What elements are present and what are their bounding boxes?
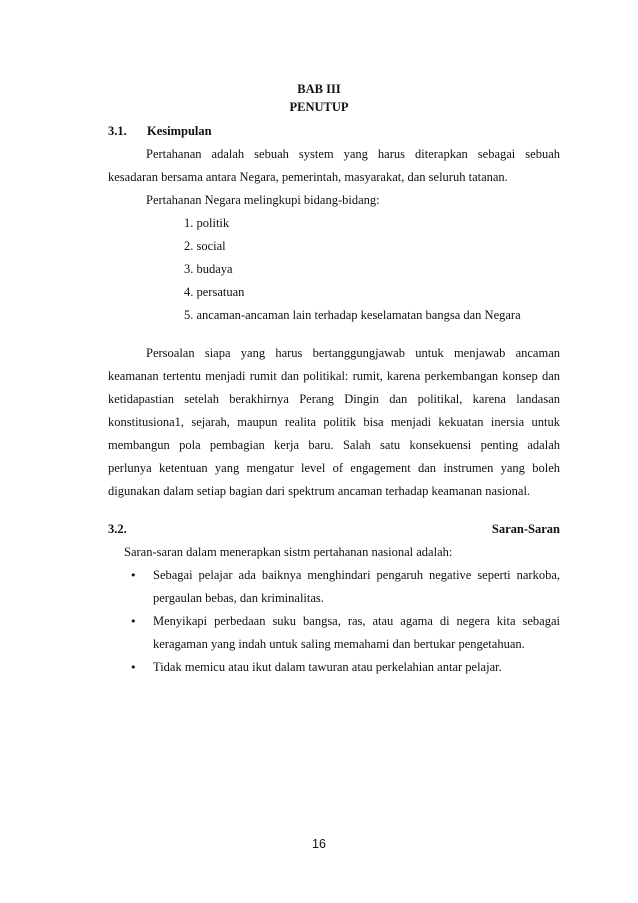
list-item: 1. politik	[184, 216, 230, 230]
section-2-title: Saran-Saran	[491, 522, 560, 536]
bullet-marker: •	[130, 661, 137, 674]
section-1-number: 3.1.	[108, 124, 127, 138]
list-item: 3. budaya	[184, 262, 233, 276]
list-item: 2. social	[184, 239, 226, 253]
bullet-text-line: Tidak memicu atau ikut dalam tawuran atau perkelahian antar pelajar.	[153, 660, 502, 674]
bullet-marker: •	[130, 569, 137, 582]
paragraph-2-line: membangun pola pembagian kerja baru. Salah satu konsekuensi penting adalah	[108, 438, 560, 452]
paragraph-2-line: ketidapastian setelah berakhirnya Perang Dingin dan politikal, karena landasan	[108, 392, 560, 406]
paragraph-2-line: Persoalan siapa yang harus bertanggungjawab untuk menjawab ancaman	[146, 346, 560, 360]
bullet-text-line: keragaman yang indah untuk saling memahami dan bertukar pengetahuan.	[153, 637, 525, 651]
paragraph-1-line: kesadaran bersama antara Negara, pemerintah, masyarakat, dan seluruh tatanan.	[108, 170, 508, 184]
bullet-marker: •	[130, 615, 137, 628]
bullet-text-line: pergaulan bebas, dan kriminalitas.	[153, 591, 324, 605]
page-number: 16	[312, 837, 326, 851]
bullet-text-line: Menyikapi perbedaan suku bangsa, ras, atau agama di negera kita sebagai	[153, 614, 560, 628]
chapter-title: PENUTUP	[289, 100, 349, 114]
paragraph-2-line: digunakan dalam setiap bagian dari spektrum ancaman terhadap keamanan nasional.	[108, 484, 531, 498]
list-intro: Pertahanan Negara melingkupi bidang-bidang:	[146, 193, 380, 207]
paragraph-2-line: keamanan tertentu menjadi rumit dan politikal: rumit, karena perkembangan konsep dan	[108, 369, 560, 383]
chapter-number: BAB III	[297, 82, 341, 96]
paragraph-2-line: konstitusiona1, sejarah, maupun realita politik bisa menjadi kekuatan inersia untuk	[108, 415, 560, 429]
list-item: 4. persatuan	[184, 285, 245, 299]
bullet-text-line: Sebagai pelajar ada baiknya menghindari pengaruh negative seperti narkoba,	[153, 568, 560, 582]
section-2-intro: Saran-saran dalam menerapkan sistm pertahanan nasional adalah:	[124, 545, 453, 559]
section-2-number: 3.2.	[108, 522, 127, 536]
list-item: 5. ancaman-ancaman lain terhadap keselamatan bangsa dan Negara	[184, 308, 521, 322]
section-1-title: Kesimpulan	[147, 124, 212, 138]
paragraph-2-line: perlunya ketentuan yang mengatur level of engagement dan instrumen yang boleh	[108, 461, 560, 475]
paragraph-1-line: Pertahanan adalah sebuah system yang harus diterapkan sebagai sebuah	[146, 147, 560, 161]
